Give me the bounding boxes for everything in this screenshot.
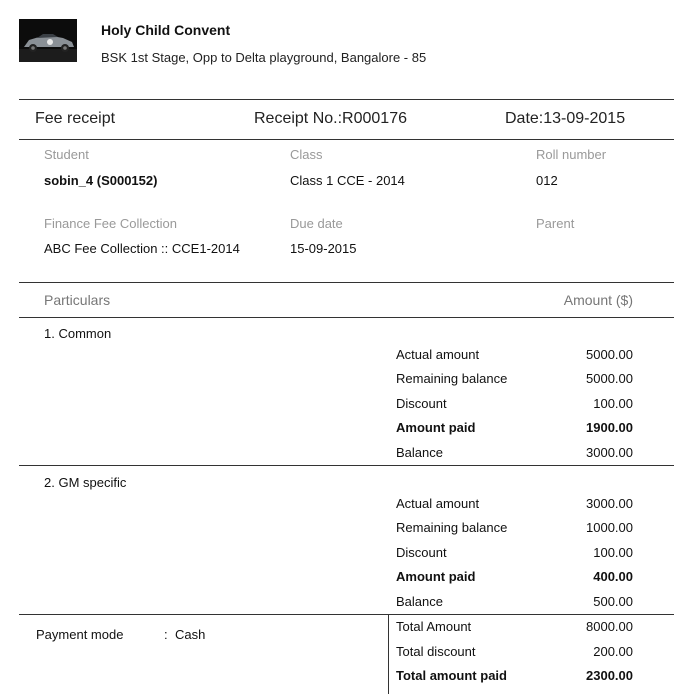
amount-header: Amount ($) [563,292,633,308]
row-value: 100.00 [593,396,633,411]
row-label: Balance [396,594,443,609]
receipt-title: Fee receipt [35,110,116,127]
fee-collection-label: Finance Fee Collection [44,216,177,231]
total-discount-label: Total discount [396,644,476,659]
vertical-divider [388,614,389,694]
divider [19,282,674,283]
row-label: Discount [396,545,447,560]
total-paid-label: Total amount paid [396,668,507,683]
payment-mode-value: Cash [175,627,206,642]
due-date-label: Due date [290,216,343,231]
row-label: Remaining balance [396,520,508,535]
divider [19,139,674,140]
fee-collection-value: ABC Fee Collection :: CCE1-2014 [44,241,240,256]
row-value: 100.00 [593,545,633,560]
school-address: BSK 1st Stage, Opp to Delta playground, Bangalore - 85 [101,50,427,65]
row-value: 1900.00 [586,420,633,435]
row-value: 5000.00 [586,371,633,386]
particulars-header: Particulars [44,292,111,308]
total-discount-value: 200.00 [593,644,633,659]
roll-number-label: Roll number [536,147,607,162]
divider [19,317,674,318]
total-paid-value: 2300.00 [586,668,633,683]
row-value: 5000.00 [586,347,633,362]
total-amount-value: 8000.00 [586,619,633,634]
parent-label: Parent [536,216,575,231]
row-value: 1000.00 [586,520,633,535]
student-value: sobin_4 (S000152) [44,173,158,188]
due-date-value: 15-09-2015 [290,241,357,256]
section-title-common: 1. Common [44,326,112,341]
row-value: 500.00 [593,594,633,609]
class-value: Class 1 CCE - 2014 [290,173,405,188]
row-label: Discount [396,396,447,411]
student-label: Student [44,147,89,162]
row-value: 3000.00 [586,445,633,460]
roll-number-value: 012 [536,173,558,188]
divider [19,614,674,615]
payment-mode-separator: : [164,627,168,642]
receipt-number: Receipt No.:R000176 [254,110,407,127]
row-label: Amount paid [396,420,476,435]
divider [19,465,674,466]
total-amount-label: Total Amount [396,619,472,634]
row-label: Balance [396,445,443,460]
school-logo [19,19,77,62]
row-label: Remaining balance [396,371,508,386]
divider [19,99,674,100]
row-label: Amount paid [396,569,476,584]
payment-mode-label: Payment mode [36,627,124,642]
receipt-date: Date:13-09-2015 [505,110,626,127]
class-label: Class [290,147,323,162]
row-value: 3000.00 [586,496,633,511]
row-value: 400.00 [593,569,633,584]
section-title-gm-specific: 2. GM specific [44,475,127,490]
school-name: Holy Child Convent [101,22,231,38]
row-label: Actual amount [396,496,480,511]
row-label: Actual amount [396,347,480,362]
